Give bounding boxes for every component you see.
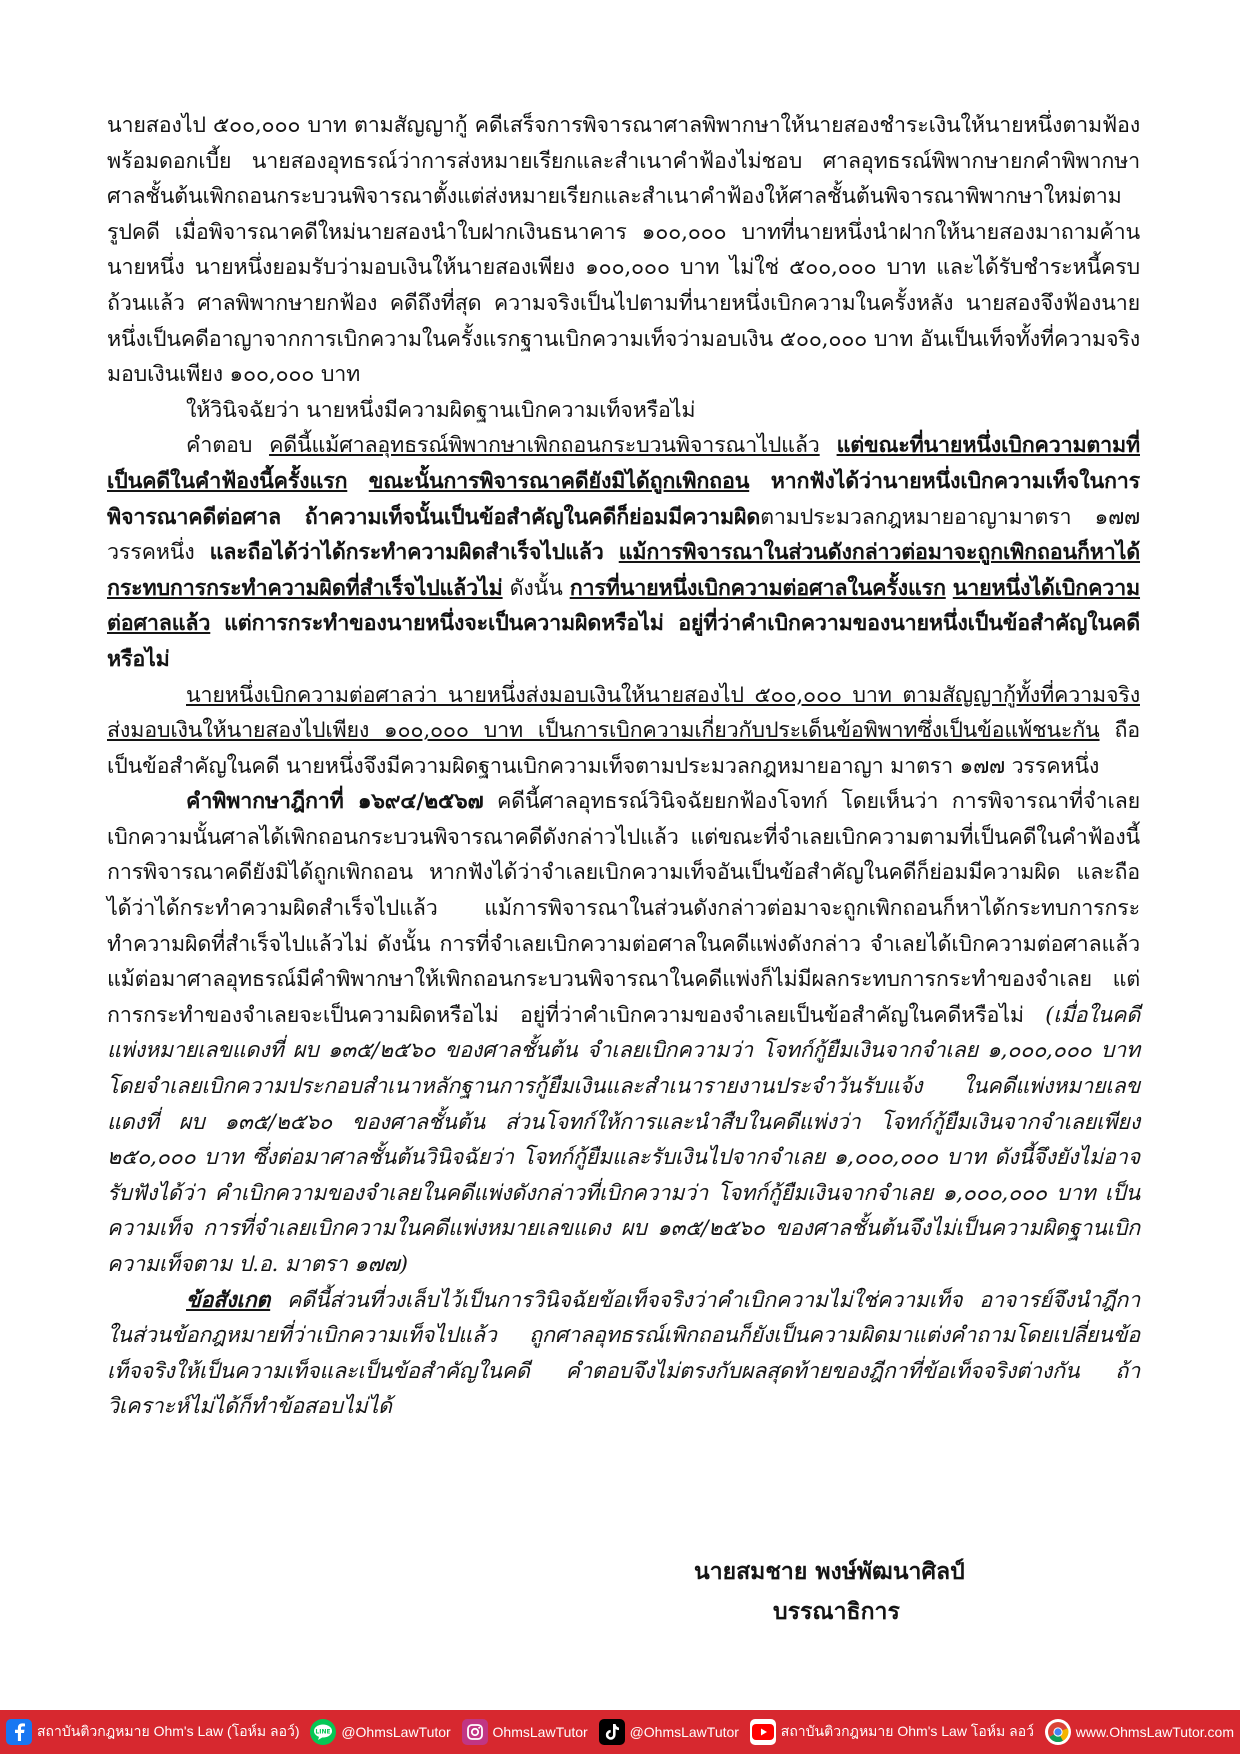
text-run: นายหนึ่งได้เบิกความต่อศาลแล้ว xyxy=(107,575,1141,637)
document-body xyxy=(107,108,1140,1425)
text-run: แต่การกระทำของนายหนึ่งจะเป็นความผิดหรือไม่ อยู่ที่ว่าคำเบิกความของนายหนึ่งเป็นข้อสำคัญในคดีหรือไม่ xyxy=(107,611,1140,672)
footer-website-link[interactable] xyxy=(1045,1719,1234,1745)
paragraph-question xyxy=(107,393,1140,429)
text-run: ให้วินิจฉัยว่า นายหนึ่งมีความผิดฐานเบิกความเท็จหรือไม่ xyxy=(186,397,696,423)
paragraph-observation xyxy=(107,1283,1140,1425)
editor-title: บรรณาธิการ xyxy=(773,1598,900,1625)
footer-bar xyxy=(0,1710,1240,1754)
footer-line-text: @OhmsLawTutor xyxy=(341,1724,451,1740)
instagram-icon xyxy=(462,1719,488,1745)
footer-youtube-text: สถาบันติวกฎหมาย Ohm's Law โอห์ม ลอว์ xyxy=(780,1723,1034,1739)
text-run: คำพิพากษาฎีกาที่ ๑๖๙๔/๒๕๖๗ xyxy=(186,789,484,815)
paragraph-answer-conclusion xyxy=(107,678,1140,785)
text-run: นายสองไป ๕๐๐,๐๐๐ บาท ตามสัญญากู้ คดีเสร็จการพิจารณาศาลพิพากษาให้นายสองชำระเงินให้นายหนึ่งตามฟ้องพร้อมดอกเบี้ย นายสองอุทธรณ์ว่าการส่งหมายเรียกและสำเนาคำฟ้องไม่ชอบ ศาลอุทธรณ์พิพากษายกคำพิพากษาศาลชั้นต้นเพิกถอนกระบวนพิจารณาตั้งแต่ส่งหมายเรียกและสำเนาคำฟ้องให้ศาลชั้นต้นพิจารณาพิพากษาใหม่ตามรูปคดี เมื่อพิจารณาคดีใหม่นายสองนำใบฝากเงินธนาคาร ๑๐๐,๐๐๐ บาทที่นายหนึ่งนำฝากให้นายสองมาถามค้านนายหนึ่ง นายหนึ่งยอมรับว่ามอบเงินให้นายสองเพียง ๑๐๐,๐๐๐ บาท ไม่ใช่ ๕๐๐,๐๐๐ บาท และได้รับชำระหนี้ครบถ้วนแล้ว ศาลพิพากษายกฟ้อง คดีถึงที่สุด ความจริงเป็นไปตามที่นายหนึ่งเบิกความในครั้งหลัง นายสองจึงฟ้องนายหนึ่งเป็นคดีอาญาจากการเบิกความในครั้งแรกฐานเบิกความเท็จว่ามอบเงิน ๕๐๐,๐๐๐ บาท อันเป็นเท็จทั้งที่ความจริงมอบเงินเพียง ๑๐๐,๐๐๐ บาท xyxy=(107,113,1140,388)
text-run: หากฟังได้ว่านายหนึ่งเบิกความเท็จในการพิจารณาคดีต่อศาล ถ้าความเท็จนั้นเป็นข้อสำคัญในคดีก็ย่อมมีความผิด xyxy=(107,468,1140,530)
text-run xyxy=(946,576,953,601)
footer-instagram-text: OhmsLawTutor xyxy=(492,1724,588,1740)
footer-youtube-link[interactable] xyxy=(750,1719,1034,1745)
text-run: ขณะนั้นการพิจารณาคดียังมิได้ถูกเพิกถอน xyxy=(368,468,750,494)
text-run xyxy=(820,433,837,458)
tiktok-icon xyxy=(599,1719,625,1745)
text-run xyxy=(604,540,619,565)
line-icon xyxy=(310,1719,336,1745)
paragraph-facts xyxy=(107,108,1140,393)
footer-facebook-text: สถาบันติวกฎหมาย Ohm's Law (โอห์ม ลอว์) xyxy=(37,1723,300,1739)
footer-line-link[interactable] xyxy=(310,1719,450,1745)
text-run: คดีนี้ส่วนที่วงเล็บไว้เป็นการวินิจฉัยข้อเท็จจริงว่าคำเบิกความไม่ใช่ความเท็จ อาจารย์จึงนำฎีกาในส่วนข้อกฎหมายที่ว่าเบิกความเท็จไปแล้ว ถูกศาลอุทธรณ์เพิกถอนก็ยังเป็นความผิดมาแต่งคำถามโดยเปลี่ยนข้อเท็จจริงให้เป็นความเท็จและเป็นข้อสำคัญในคดี คำตอบจึงไม่ตรงกับผลสุดท้ายของฎีกาที่ข้อเท็จจริงต่างกัน ถ้าวิเคราะห์ไม่ได้ก็ทำข้อสอบไม่ได้ xyxy=(107,1287,1140,1420)
text-run: ตามประมวลกฎหมายอาญามาตรา ๑๗๗ วรรคหนึ่ง xyxy=(107,504,1141,566)
footer-facebook-link[interactable] xyxy=(6,1719,300,1745)
facebook-icon xyxy=(6,1719,32,1745)
text-run xyxy=(210,611,224,636)
text-run: ดังนั้น xyxy=(502,575,570,601)
text-run xyxy=(749,469,770,494)
signature-block xyxy=(630,1552,1030,1632)
footer-website-text: www.OhmsLawTutor.com xyxy=(1075,1724,1234,1740)
text-run: คดีนี้ศาลอุทธรณ์วินิจฉัยยกฟ้องโจทก์ โดยเห็นว่า การพิจารณาที่จำเลยเบิกความนั้นศาลได้เพิกถอนกระบวนพิจารณาคดีดังกล่าวไปแล้ว แต่ขณะที่จำเลยเบิกความตามที่เป็นคดีในคำฟ้องนี้การพิจารณาคดียังมิได้ถูกเพิกถอน หากฟังได้ว่าจำเลยเบิกความเท็จอันเป็นข้อสำคัญในคดีก็ย่อมมีความผิด และถือได้ว่าได้กระทำความผิดสำเร็จไปแล้ว แม้การพิจารณาในส่วนดังกล่าวต่อมาจะถูกเพิกถอนก็หาได้กระทบการกระทำความผิดที่สำเร็จไปแล้วไม่ ดังนั้น การที่จำเลยเบิกความต่อศาลในคดีแพ่งดังกล่าว จำเลยได้เบิกความต่อศาลแล้วแม้ต่อมาศาลอุทธรณ์มีคำพิพากษาให้เพิกถอนกระบวนพิจารณาในคดีแพ่งก็ไม่มีผลกระทบการกระทำของจำเลย แต่การกระทำของจำเลยจะเป็นความผิดหรือไม่ อยู่ที่ว่าคำเบิกความของจำเลยเป็นข้อสำคัญในคดีหรือไม่ xyxy=(107,789,1140,1028)
text-run: คำตอบ xyxy=(186,433,270,459)
footer-tiktok-text: @OhmsLawTutor xyxy=(629,1724,739,1740)
text-run: แต่ขณะที่นายหนึ่งเบิกความตามที่เป็นคดีในคำฟ้องนี้ครั้งแรก xyxy=(107,433,1140,494)
footer-tiktok-link[interactable] xyxy=(599,1719,739,1745)
text-run: นายหนึ่งเบิกความต่อศาลว่า นายหนึ่งส่งมอบเงินให้นายสองไป ๕๐๐,๐๐๐ บาท ตามสัญญากู้ทั้งที่ความจริงส่งมอบเงินให้นายสองไปเพียง ๑๐๐,๐๐๐ บาท เป็นการเบิกความเกี่ยวกับประเด็นข้อพิพาทซึ่งเป็นข้อแพ้ชนะกัน xyxy=(107,682,1140,744)
text-run xyxy=(347,469,368,494)
editor-name: นายสมชาย พงษ์พัฒนาศิลป์ xyxy=(694,1558,965,1585)
svg-text:LINE: LINE xyxy=(315,1728,331,1736)
text-run: คดีนี้แม้ศาลอุทธรณ์พิพากษาเพิกถอนกระบวนพิจารณาไปแล้ว xyxy=(269,433,820,459)
text-run: ข้อสังเกต xyxy=(186,1287,271,1313)
text-run: และถือได้ว่าได้กระทำความผิดสำเร็จไปแล้ว xyxy=(209,540,604,566)
text-run: การที่นายหนึ่งเบิกความต่อศาลในครั้งแรก xyxy=(569,575,946,601)
youtube-icon xyxy=(750,1719,776,1745)
paragraph-answer xyxy=(107,428,1140,677)
chrome-icon xyxy=(1045,1719,1071,1745)
text-run: (เมื่อในคดีแพ่งหมายเลขแดงที่ ผบ ๑๓๕/๒๕๖๐ ของศาลชั้นต้น จำเลยเบิกความว่า โจทก์กู้ยืมเงินจากจำเลย ๑,๐๐๐,๐๐๐ บาท โดยจำเลยเบิกความประกอบสำเนาหลักฐานการกู้ยืมเงินและสำเนารายงานประจำวันรับแจ้ง ในคดีแพ่งหมายเลขแดงที่ ผบ ๑๓๕/๒๕๖๐ ของศาลชั้นต้น ส่วนโจทก์ให้การและนำสืบในคดีแพ่งว่า โจทก์กู้ยืมเงินจากจำเลยเพียง ๒๕๐,๐๐๐ บาท ซึ่งต่อมาศาลชั้นต้นวินิจฉัยว่า โจทก์กู้ยืมและรับเงินไปจากจำเลย ๑,๐๐๐,๐๐๐ บาท ดังนี้จึงยังไม่อาจรับฟังได้ว่า คำเบิกความของจำเลยในคดีแพ่งดังกล่าวที่เบิกความว่า โจทก์กู้ยืมเงินจากจำเลย ๑,๐๐๐,๐๐๐ บาท เป็นความเท็จ การที่จำเลยเบิกความในคดีแพ่งหมายเลขแดง ผบ ๑๓๕/๒๕๖๐ ของศาลชั้นต้นจึงไม่เป็นความผิดฐานเบิกความเท็จตาม ป.อ. มาตรา ๑๗๗) xyxy=(107,1002,1140,1277)
paragraph-supreme-court-ruling xyxy=(107,784,1140,1282)
footer-instagram-link[interactable] xyxy=(462,1719,588,1745)
text-run: แม้การพิจารณาในส่วนดังกล่าวต่อมาจะถูกเพิกถอนก็หาได้กระทบการกระทำความผิดที่สำเร็จไปแล้วไม่ xyxy=(107,540,1141,601)
text-run: ถือเป็นข้อสำคัญในคดี นายหนึ่งจึงมีความผิดฐานเบิกความเท็จตามประมวลกฎหมายอาญา มาตรา ๑๗๗ วรรคหนึ่ง xyxy=(107,718,1140,779)
